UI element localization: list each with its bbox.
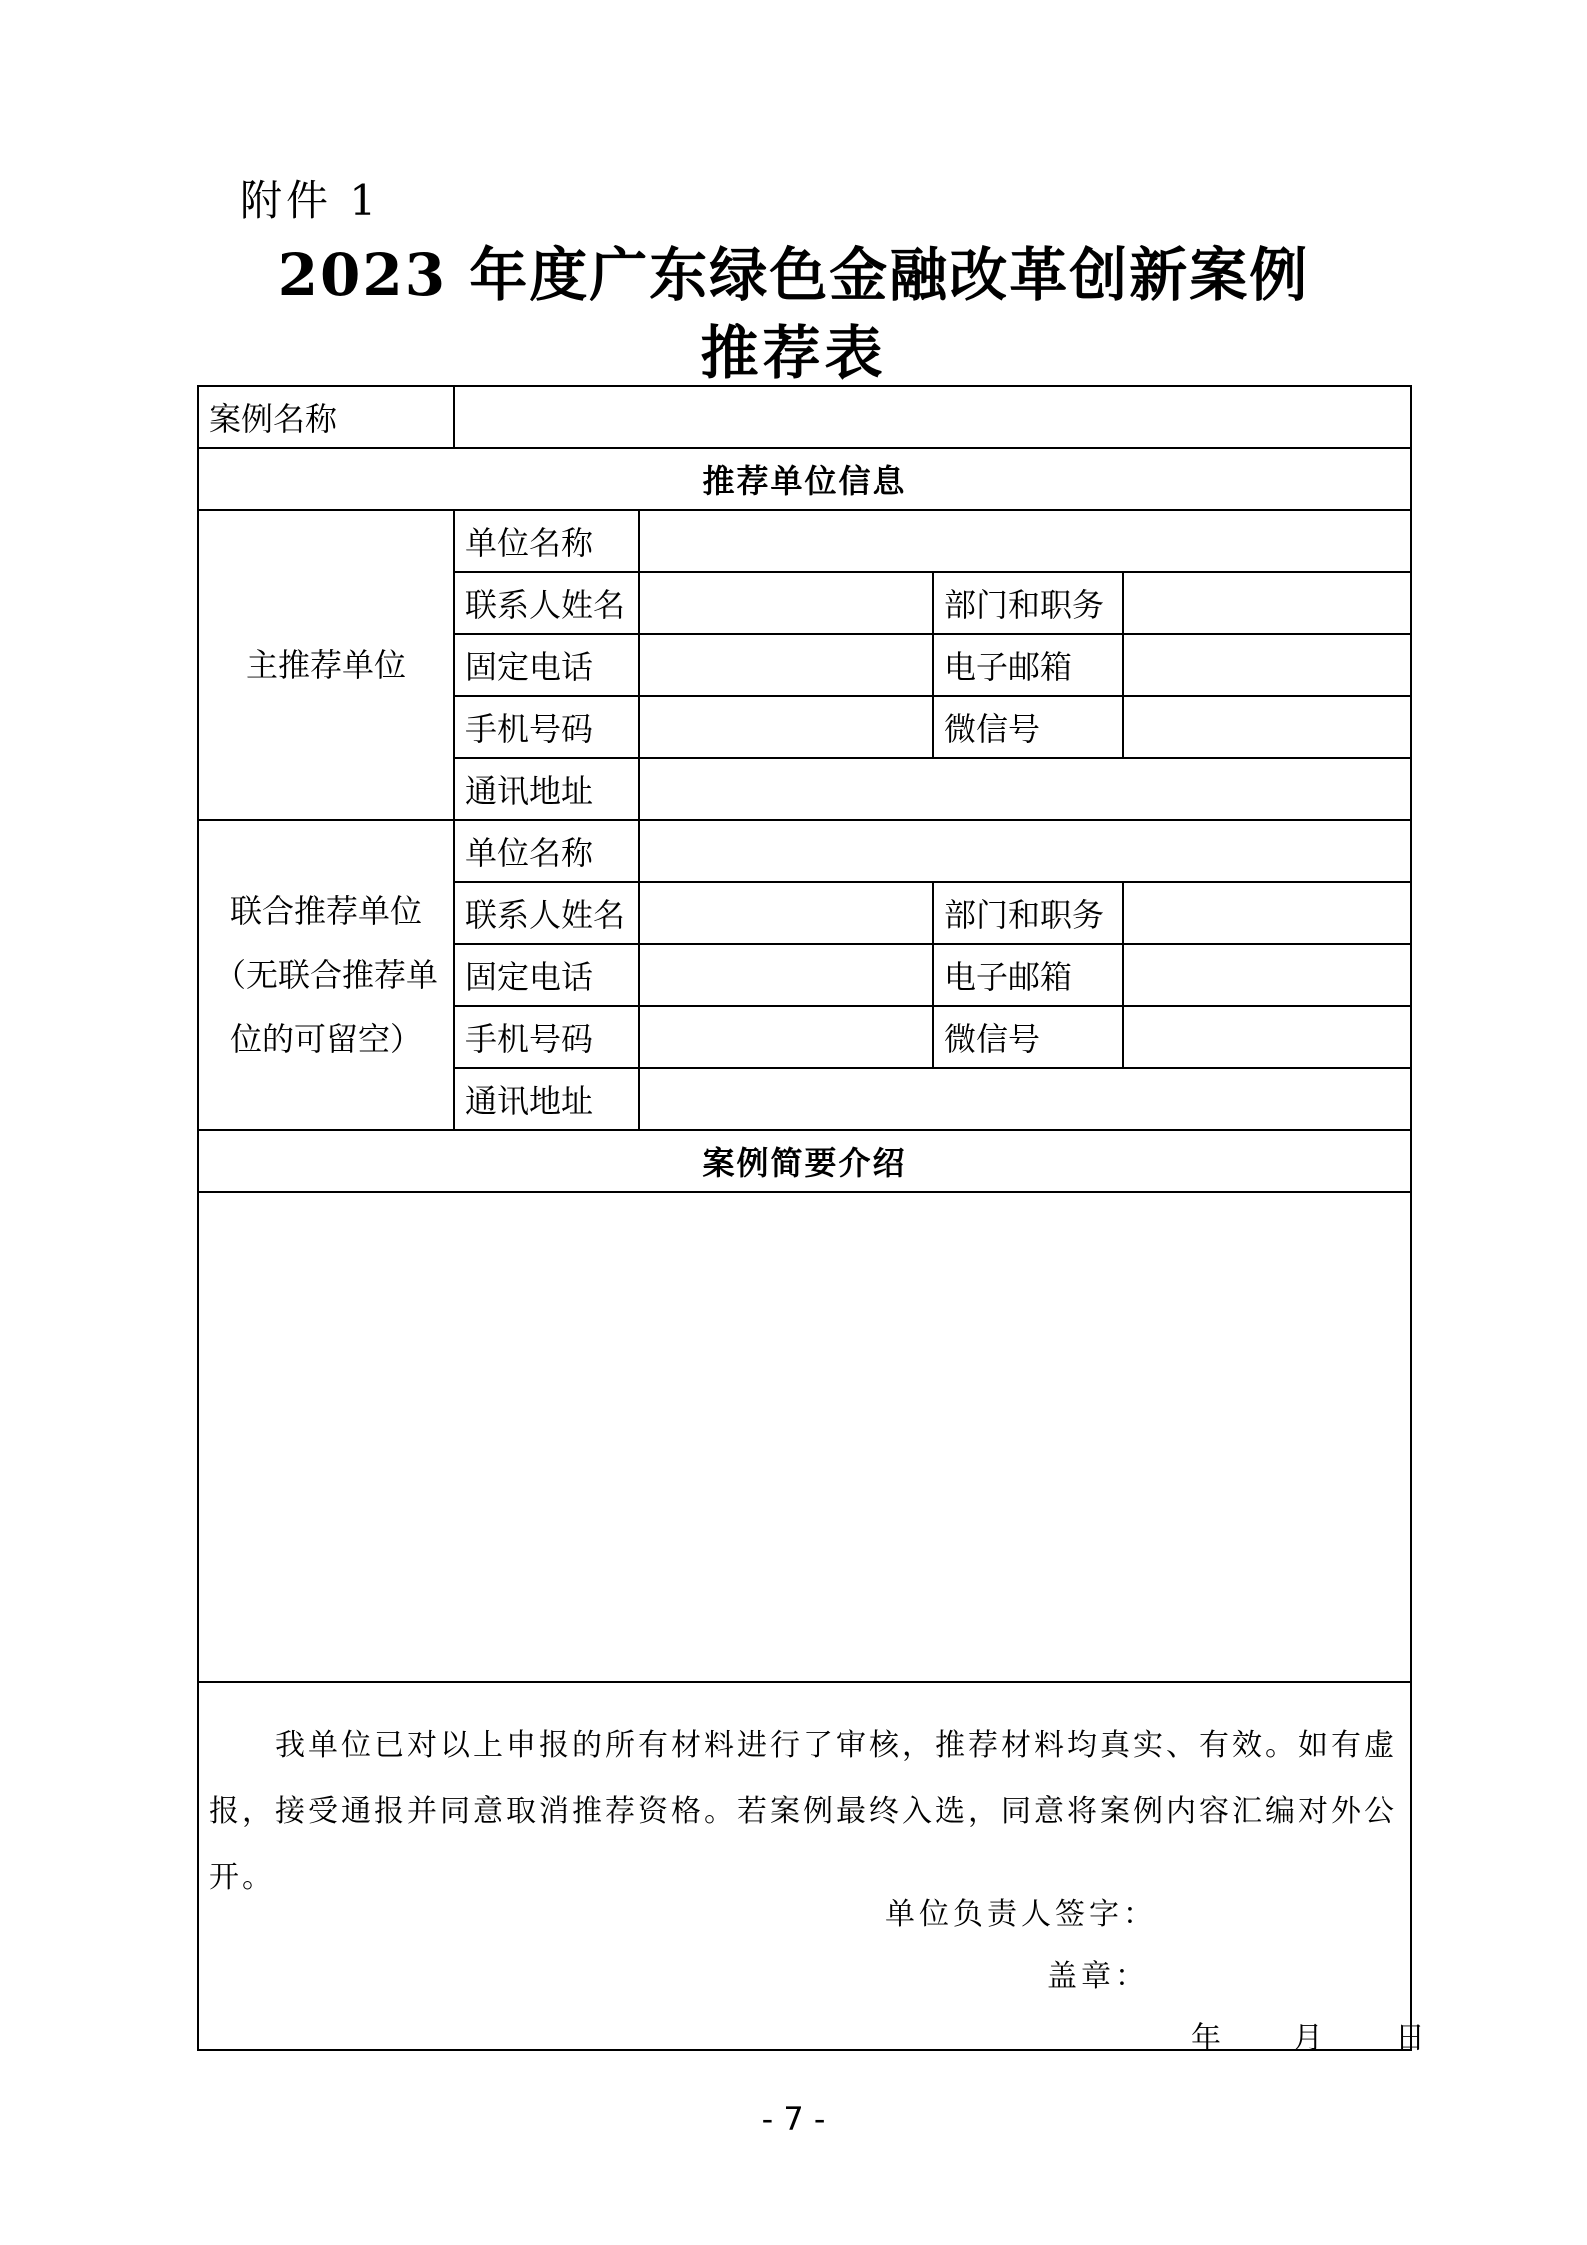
primary-landline-field[interactable] [639,634,933,696]
primary-email-field[interactable] [1123,634,1411,696]
joint-dept-position-label: 部门和职务 [933,882,1123,944]
date-label: 年 月 日 [1191,2021,1429,2056]
case-name-field[interactable] [454,386,1411,448]
joint-group-line-1: 联合推荐单位 [229,892,422,930]
section-intro-heading: 案例简要介绍 [198,1130,1411,1192]
joint-email-field[interactable] [1123,944,1411,1006]
joint-unit-name-field[interactable] [639,820,1411,882]
primary-mobile-field[interactable] [639,696,933,758]
declaration-cell [198,1682,1429,2056]
joint-group-line-2: （无联合推荐单 [213,956,438,994]
intro-content-row [198,1192,1411,1682]
primary-group-label: 主推荐单位 [198,510,454,820]
primary-contact-name-label: 联系人姓名 [454,572,639,634]
joint-landline-field[interactable] [639,944,933,1006]
joint-mobile-label: 手机号码 [454,1006,639,1068]
primary-contact-name-field[interactable] [639,572,933,634]
joint-wechat-label: 微信号 [933,1006,1123,1068]
signature-label: 单位负责人签字： [885,1897,1157,1932]
page-title: 2023 年度广东绿色金融改革创新案例 [277,241,1310,309]
recommendation-form-table [197,385,1429,2056]
joint-wechat-field[interactable] [1123,1006,1411,1068]
case-name-row [198,386,1411,448]
joint-group-line-3: 位的可留空） [229,1020,422,1058]
page-number: - 7 - [761,2100,826,2138]
joint-landline-label: 固定电话 [454,944,639,1006]
primary-email-label: 电子邮箱 [933,634,1123,696]
case-name-label: 案例名称 [198,386,454,448]
primary-unit-name-field[interactable] [639,510,1411,572]
page-subtitle: 推荐表 [700,319,887,387]
primary-unit-name-label: 单位名称 [454,510,639,572]
joint-address-field[interactable] [639,1068,1411,1130]
section-header-row [198,448,1411,510]
case-intro-field[interactable] [198,1192,1411,1682]
primary-dept-position-field[interactable] [1123,572,1411,634]
primary-address-field[interactable] [639,758,1411,820]
primary-mobile-label: 手机号码 [454,696,639,758]
primary-wechat-label: 微信号 [933,696,1123,758]
primary-landline-label: 固定电话 [454,634,639,696]
primary-wechat-field[interactable] [1123,696,1411,758]
joint-address-label: 通讯地址 [454,1068,639,1130]
declaration-text: 我单位已对以上申报的所有材料进行了审核，推荐材料均真实、有效。如有虚报，接受通报并同意取消推荐资格。若案例最终入选，同意将案例内容汇编对外公开。 [209,1728,1397,1895]
primary-dept-position-label: 部门和职务 [933,572,1123,634]
primary-address-label: 通讯地址 [454,758,639,820]
joint-contact-name-label: 联系人姓名 [454,882,639,944]
joint-mobile-field[interactable] [639,1006,933,1068]
joint-dept-position-field[interactable] [1123,882,1411,944]
joint-email-label: 电子邮箱 [933,944,1123,1006]
section-intro-row [198,1130,1411,1192]
attachment-label: 附件 1 [240,176,381,225]
declaration-row [198,1682,1411,2050]
joint-unit-name-row [198,820,1411,882]
section-recommender-heading: 推荐单位信息 [198,448,1411,510]
seal-label: 盖章： [1047,1959,1149,1994]
joint-group-label [198,820,454,1130]
joint-unit-name-label: 单位名称 [454,820,639,882]
primary-unit-name-row [198,510,1411,572]
joint-contact-name-field[interactable] [639,882,933,944]
